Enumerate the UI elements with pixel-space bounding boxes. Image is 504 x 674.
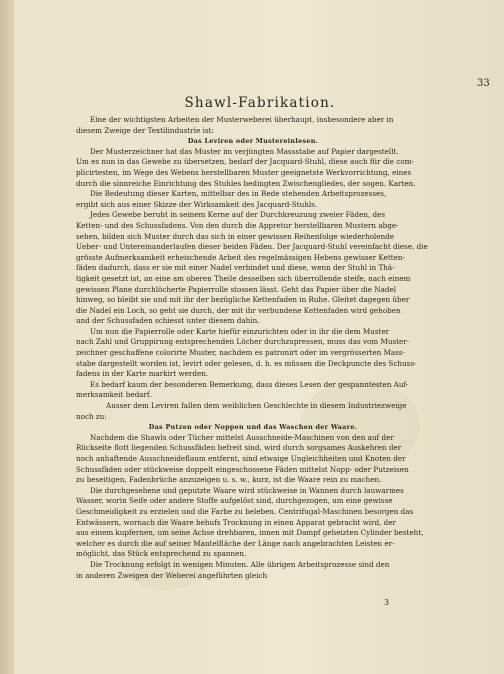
text-line: Jedes Gewebe beruht in seinem Kerne auf der Durchkreuzung zweier Fäden, des xyxy=(90,210,386,220)
text-line: noch zu: xyxy=(76,411,107,421)
text-line: in anderen Zweigen der Weberei angeführten gleich xyxy=(76,570,268,580)
text-line: zeichner geschaffene colorirte Muster, nachdem es patronirt oder im vergrösserten Mass- xyxy=(76,348,406,358)
text-line: Schussfäden oder stückweise doppelt eingeschossene Fäden mittelst Nopp- oder Putzeisen xyxy=(76,464,409,474)
text-line: zu beseitigen, Fadenbrüche anzuzeigen u. s. w., kurz, ist die Waare rein zu machen. xyxy=(76,475,382,485)
text-line: hinweg, so bleibt sie und mit ihr der bezügliche Kettenfaden in Ruhe. Gleitet dagegen über xyxy=(76,295,410,305)
page-binding-edge xyxy=(0,0,14,674)
text-line: Ueber- und Untereinanderlaufen dieser beiden Fäden. Der Jacquard-Stuhl vereinfacht diese, die xyxy=(76,242,428,252)
text-line: gewissen Plane durchlöcherte Papierrolle stossen lässt. Geht das Papier über die Nadel xyxy=(76,284,397,294)
text-line: Eine der wichtigsten Arbeiten der Musterweberei überhaupt, insbesondere aber in xyxy=(90,115,394,124)
text-line: Entwässern, wornach die Waare behufs Trocknung in einen Apparat gebracht wird, der xyxy=(76,517,396,527)
text-line: grösste Aufmerksamkeit erheischende Arbeit des regelmässigen Hebens gewisser Ketten- xyxy=(76,252,405,262)
text-line: noch anhaftende Ausschneideflaum entfernt, sind etwaige Ungleichheiten und Knoten der xyxy=(76,454,406,463)
text-line: Um nun die Papierrolle oder Karte hiefür einzurichten oder in ihr die dem Muster xyxy=(90,326,390,336)
text-line: möglicht, das Stück entsprechend zu spannen. xyxy=(76,549,247,559)
text-line: Wasser, worin Seife oder andere Stoffe aufgelöst sind, durchgezogen, um eine gewisse xyxy=(76,496,393,506)
text-line: aus einem kupfernen, um seine Achse drehbaren, innen mit Dampf geheizten Cylinder besteht, xyxy=(76,528,424,538)
text-line: sehen, bilden sich Muster durch das sich in einer gewissen Reihenfolge wiederholende xyxy=(76,231,394,241)
text-line: Es bedarf kaum der besonderen Bemerkung, dass dieses Lesen der gespanntesten Auf- xyxy=(90,379,409,389)
text-line: Geschmeidigkeit zu erzielen und die Farbe zu beleben. Centrifugal-Maschinen besorgen das xyxy=(76,506,414,516)
text-line: stabe dargestellt worden ist, levirt oder gelesen, d. h. es müssen die Deckpuncte des Schuss- xyxy=(76,358,417,368)
text-line: diesem Zweige der Textilindustrie ist: xyxy=(76,125,214,135)
text-line: ergibt sich aus einer Skizze der Wirksamkeit des Jacquard-Stuhls. xyxy=(76,199,318,209)
text-line: fäden dadurch, dass er sie mit einer Nadel verbindet und diese, wenn der Stuhl in Thä- xyxy=(76,263,395,273)
text-line: Die Trocknung erfolgt in wenigen Minuten. Alle übrigen Arbeitsprozesse sind den xyxy=(90,559,390,569)
text-line: Rückseite flott liegenden Schussfäden befreit sind, wird durch sorgsames Auskehren der xyxy=(76,443,402,453)
text-line: Der Musterzeichner hat das Muster im verjüngten Massstabe auf Papier dargestellt. xyxy=(90,146,399,156)
page-title: Shawl-Fabrikation. xyxy=(184,95,336,111)
text-line: und der Schussfaden schiesst unter diesem dahin. xyxy=(76,316,260,326)
section-heading: Das Putzen oder Noppen und das Waschen der Waare. xyxy=(148,423,358,432)
text-line: plicirtesten, im Wege des Webens herstellbaren Muster geeignetste Werkvorrichtung, eines xyxy=(76,167,412,177)
text-line: Ketten- und des Schussfadens. Von den durch die Appretur herstellbaren Mustern abge- xyxy=(76,220,399,230)
section-heading: Das Leviren oder Mustereinlesen. xyxy=(187,137,319,146)
signature-mark: 3 xyxy=(384,598,390,607)
page-number: 33 xyxy=(477,78,490,89)
text-line: tigkeit gesetzt ist, an eine am oberen Theile desselben sich überrollende steife, nach einem xyxy=(76,273,411,283)
text-line: die Nadel ein Loch, so geht sie durch, der mit ihr verbundene Kettenfaden wird gehoben xyxy=(76,305,401,315)
text-line: merksamkeit bedarf. xyxy=(76,390,152,400)
text-line: Die Bedeutung dieser Karten, mittelbar des in Rede stehenden Arbeitsprozesses, xyxy=(90,189,387,199)
text-line: welcher es durch die auf seiner Mantelfläche der Länge nach angebrachten Leisten er- xyxy=(76,538,395,548)
body-text xyxy=(76,115,430,581)
text-line: durch die sinnreiche Einrichtung des Stuhles bedingten Zwischengliedes, der sogen. Karten. xyxy=(76,178,416,188)
text-line: Ausser dem Leviren fallen dem weiblichen Geschlechte in diesem Industriezweige xyxy=(106,401,407,411)
text-line: fadens in der Karte markirt werden. xyxy=(76,369,209,379)
text-line: nach Zahl und Gruppirung entsprechenden Löcher durchzupressen, muss das vom Muster- xyxy=(76,337,410,347)
text-line: Um es nun in das Gewebe zu übersetzen, bedarf der Jacquard-Stuhl, diese auch für die com- xyxy=(76,157,414,167)
text-line: Nachdem die Shawls oder Tücher mittelst Ausschneide-Maschinen von den auf der xyxy=(90,432,394,442)
text-line: Die durchgesehene und geputzte Waare wird stückweise in Wannen durch lauwarmes xyxy=(90,485,404,495)
